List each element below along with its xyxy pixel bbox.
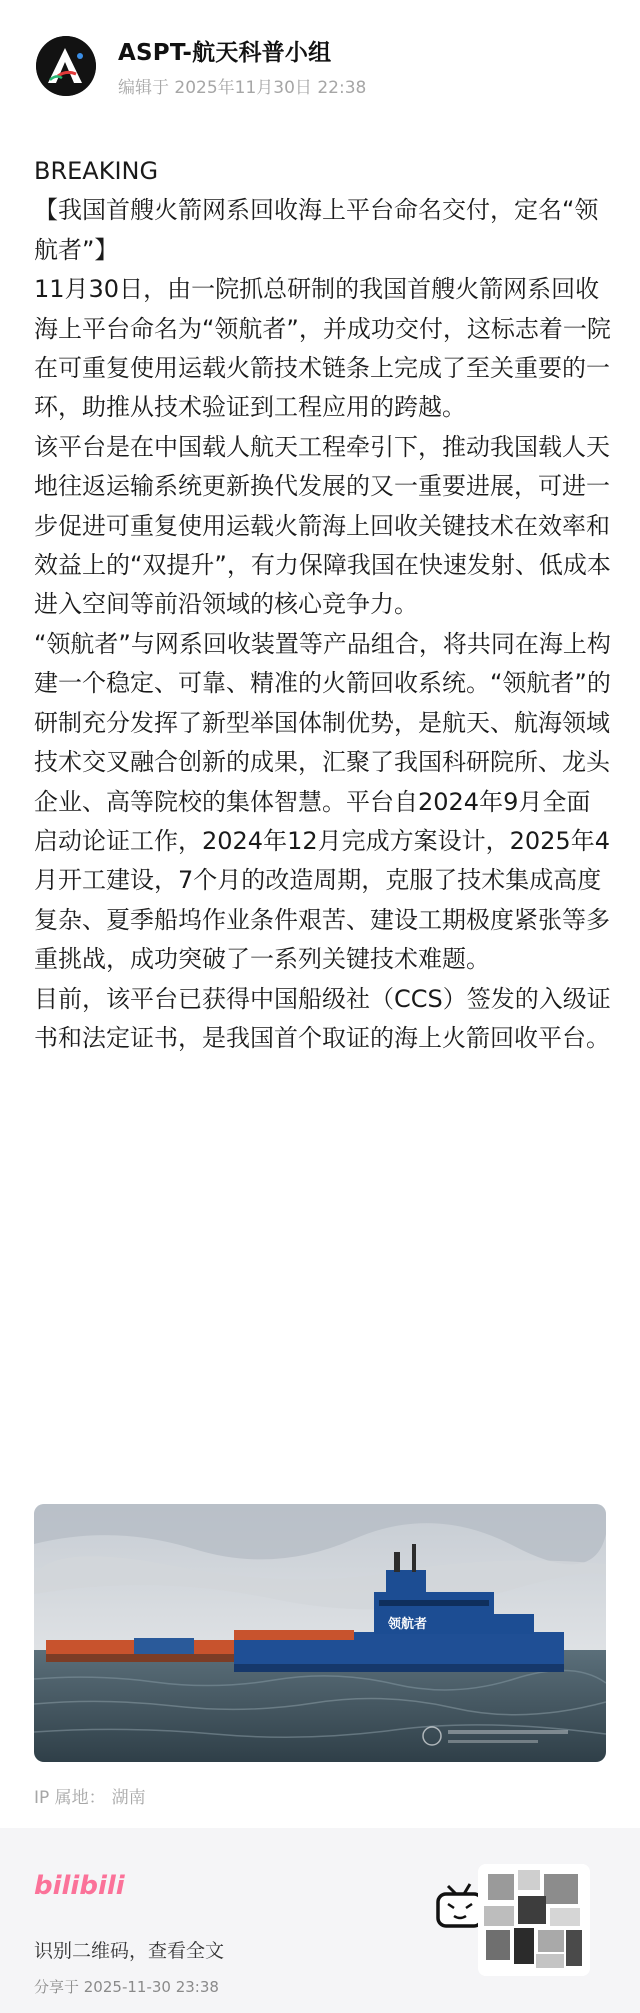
ip-location — [34, 1783, 146, 1808]
article-body — [34, 152, 612, 1058]
rocket-a-logo-icon — [36, 36, 96, 96]
article-paragraph: BREAKING — [34, 157, 159, 185]
svg-text:bilibili: bilibili — [34, 1871, 125, 1901]
ship-photo[interactable] — [34, 1504, 606, 1762]
article-paragraph: 该平台是在中国载人航天工程牵引下，推动我国载人天地往返运输系统更新换代发展的又一重要进展，可进一步促进可重复使用运载火箭海上回收关键技术在效率和效益上的“双提升”，有力保障我国在快速发射、低成本进入空间等前沿领域的核心竞争力。 — [34, 432, 611, 619]
article-paragraph: 11月30日，由一院抓总研制的我国首艘火箭网系回收海上平台命名为“领航者”，并成功交付，这标志着一院在可重复使用运载火箭技术链条上完成了至关重要的一环，助推从技术验证到工程应用的跨越。 — [34, 275, 611, 422]
post-header — [36, 34, 366, 98]
author-name[interactable]: ASPT-航天科普小组 — [118, 40, 332, 66]
ip-value: 湖南 — [111, 1788, 146, 1808]
share-footer — [0, 1828, 640, 2013]
avatar[interactable] — [36, 36, 96, 96]
qr-code[interactable] — [478, 1864, 590, 1976]
ip-label: IP 属地： — [34, 1788, 106, 1808]
edit-time: 编辑于 2025年11月30日 22:38 — [118, 78, 367, 98]
article-paragraph: “领航者”与网系回收装置等产品组合，将共同在海上构建一个稳定、可靠、精准的火箭回收系统。“领航者”的研制充分发挥了新型举国体制优势，是航天、航海领域技术交叉融合创新的成果，汇聚了我国科研院所、龙头企业、高等院校的集体智慧。平台自2024年9月全面启动论证工作，2024年12月完成方案设计，2025年4月开工建设，7个月的改造周期，克服了技术集成高度复杂、夏季船坞作业条件艰苦、建设工期极度紧张等多重挑战，成功突破了一系列关键技术难题。 — [34, 629, 611, 974]
qr-hint: 识别二维码，查看全文 — [34, 1940, 225, 1962]
article-paragraph: 目前，该平台已获得中国船级社（CCS）签发的入级证书和法定证书，是我国首个取证的海上火箭回收平台。 — [34, 984, 611, 1052]
article-headline: 【我国首艘火箭网系回收海上平台命名交付，定名“领航者”】 — [34, 196, 599, 264]
bilibili-logo-icon — [34, 1868, 128, 1902]
ship-name-label: 领航者 — [388, 1617, 428, 1632]
share-time: 分享于 2025-11-30 23:38 — [34, 1978, 219, 1996]
bilibili-logo — [34, 1868, 128, 1906]
